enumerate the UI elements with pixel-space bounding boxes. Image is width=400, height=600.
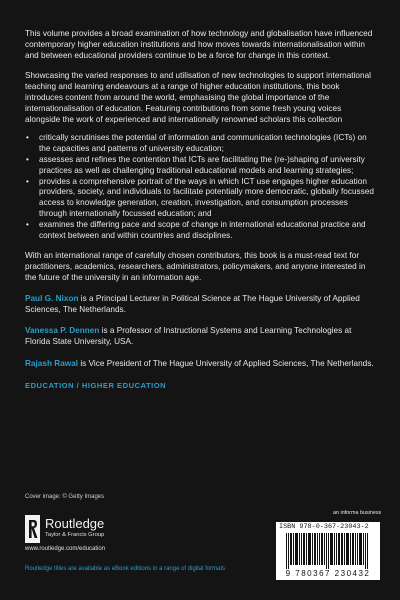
bullet-item: • provides a comprehensive portrait of the ways in which ICT use engages higher education providers, society, and individuals to facilitate potentially more democratic, globally focussed access to knowledge generation, creation, investigation, and consumption processes through internationally focussed education; and	[39, 177, 375, 220]
bullet-item: • critically scrutinises the potential of information and communication technologies (ICTs) on the capacities and patterns of university education;	[39, 133, 375, 155]
editor-bio	[25, 294, 375, 316]
closing-paragraph: With an international range of carefully chosen contributors, this book is a must-read text for practitioners, academics, researchers, administrators, policymakers, and anyone interested in the future of the university in an information age.	[25, 251, 366, 282]
informa-tagline: an informa business	[333, 510, 382, 516]
editor-name: Rajash Rawal	[25, 358, 79, 368]
bullet-list	[25, 133, 375, 241]
barcode	[276, 522, 380, 580]
editor-bio	[25, 326, 375, 348]
barcode-number: 9 780367 230432	[285, 569, 371, 578]
intro-paragraph: This volume provides a broad examination of how technology and globalisation have influenced contemporary higher education institutions and how moves towards internationalisation within and between educational providers continue to be a force for change in this context.	[25, 29, 373, 60]
editor-bio-text: is a Principal Lecturer in Political Science at The Hague University of Applied Sciences, The Netherlands.	[25, 293, 360, 314]
editor-bio-text: is Vice President of The Hague University of Applied Sciences, The Netherlands.	[78, 358, 374, 368]
editor-name: Vanessa P. Dennen	[25, 326, 100, 336]
publisher-tagline: Taylor & Francis Group	[45, 532, 105, 538]
isbn-text: ISBN 978-0-367-23043-2	[279, 523, 369, 531]
editor-name: Paul G. Nixon	[25, 293, 79, 303]
bullet-item: • assesses and refines the contention that ICTs are facilitating the (re-)shaping of university practices as well as challenging traditional educational models and learning strategies;	[39, 155, 375, 177]
subject-category: EDUCATION / HIGHER EDUCATION	[25, 380, 167, 390]
bullet-item: • examines the differing pace and scope of change in international educational practice and context between and within countries and disciplines.	[39, 220, 375, 242]
editor-bio	[25, 359, 375, 370]
blurb	[25, 29, 375, 392]
publisher-name: Routledge	[45, 516, 105, 531]
barcode-bars-icon	[286, 533, 370, 569]
ebook-note: Routledge titles are available as eBook editions in a range of digital formats	[25, 566, 226, 572]
publisher-website: www.routledge.com/education	[25, 546, 106, 552]
routledge-logo-icon	[25, 515, 40, 543]
editor-bio-text: is a Professor of Instructional Systems and Learning Technologies at Florida State University, USA.	[25, 326, 352, 347]
cover-image-credit: Cover image: © Getty Images	[25, 494, 105, 500]
showcase-paragraph: Showcasing the varied responses to and utilisation of new technologies to support international teaching and learning endeavours at a range of higher education institutions, this book introduces content from around the world, emphasising the global importance of the internationalisation of education. Featuring contributions from some fresh young voices alongside the work of experienced and internationally renowned scholars this collection	[25, 71, 371, 124]
